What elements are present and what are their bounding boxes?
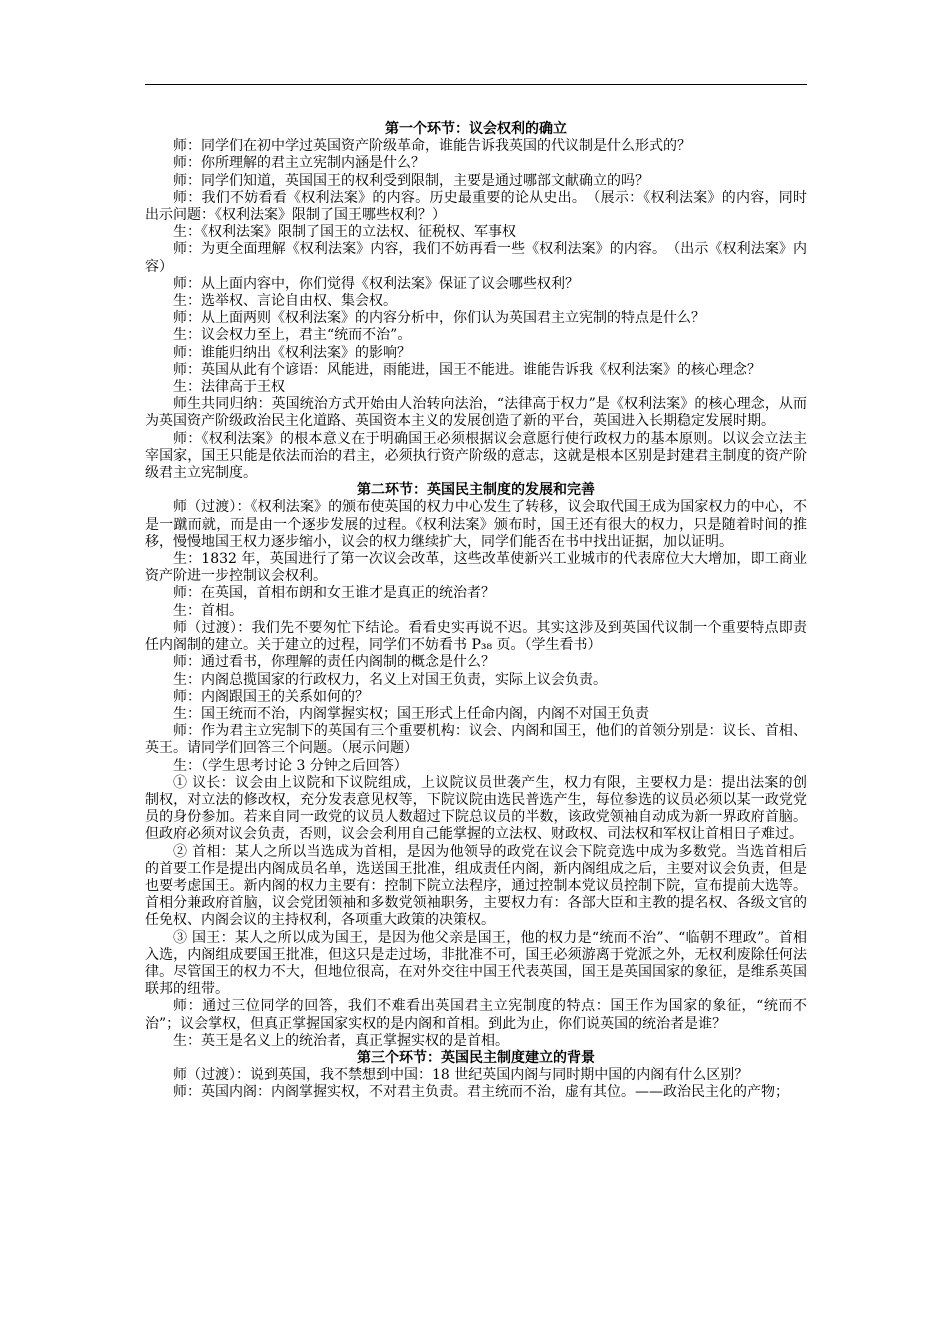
paragraph: 生：首相。	[173, 602, 243, 619]
paragraph: 师生共同归纳：英国统治方式开始由人治转向法治，“法律高于权力”是《权利法案》的核心理念，从而为英国资产阶级政治民主化道路、英国资本主义的发展创造了新的平台，英国进入长期稳定发展时期。	[145, 396, 807, 430]
paragraph: 师：《权利法案》的根本意义在于明确国王必须根据议会意愿行使行政权力的基本原则。以议会立法主宰国家，国王只能是依法而治的君主，必须执行资产阶级的意志，这就是根本区别是封建君主制度的资产阶级君主立宪制度。	[145, 430, 807, 482]
section-heading-1: 第一个环节：议会权利的确立	[385, 121, 567, 137]
paragraph: 生：（学生思考讨论 3 分钟之后回答）	[173, 757, 408, 774]
paragraph: 生：法律高于王权	[173, 379, 285, 396]
section-2-body	[145, 499, 807, 1050]
header-rule	[145, 84, 807, 85]
paragraph: 师：英国内阁：内阁掌握实权，不对君主负责。君主统而不治，虚有其位。——政治民主化的产物；	[173, 1084, 789, 1101]
paragraph: 生：选举权、言论自由权、集会权。	[173, 293, 397, 310]
paragraph: ③ 国王：某人之所以成为国王，是因为他父亲是国王，他的权力是“统而不治”、“临朝不理政”。首相入选，内阁组成要国王批准，但这只是走过场，非批准不可，国王必须游离于党派之外，无权利废除任何法律。尽管国王的权力不大，但地位很高，在对外交往中国王代表英国，国王是英国国家的象征，是维系英国联邦的纽带。	[145, 929, 807, 998]
paragraph: 生：《权利法案》限制了国王的立法权、征税权、军事权	[173, 224, 516, 241]
paragraph: 师：在英国，首相布朗和女王谁才是真正的统治者？	[173, 585, 495, 602]
paragraph: 师：我们不妨看看《权利法案》的内容。历史最重要的论从史出。 （展示：《权利法案》的内容，同时出示问题：《权利法案》限制了国王哪些权利？）	[145, 189, 807, 224]
paragraph: 师：英国从此有个谚语：风能进，雨能进，国王不能进。谁能告诉我《权利法案》的核心理念？	[173, 361, 761, 378]
paragraph: 师：为更全面理解《权利法案》内容，我们不妨再看一些《权利法案》的内容。 （出示《权利法案》内容）	[145, 241, 807, 275]
section-heading-3: 第三个环节：英国民主制度建立的背景	[357, 1049, 595, 1066]
paragraph: 师：同学们在初中学过英国资产阶级革命，谁能告诉我英国的代议制是什么形式的？	[173, 138, 691, 155]
paragraph: 生：1832 年，英国进行了第一次议会改革，这些改革使新兴工业城市的代表席位大大增加，即工商业资产阶进一步控制议会权利。	[145, 551, 807, 585]
paragraph: 师：通过看书，你理解的责任内阁制的概念是什么？	[173, 654, 495, 671]
paragraph: 生：国王统而不治，内阁掌握实权；国王形式上任命内阁，内阁不对国王负责	[173, 705, 649, 722]
paragraph: 师（过渡）：《权利法案》的颁布使英国的权力中心发生了转移，议会取代国王成为国家权力的中心，不是一蹴而就，而是由一个逐步发展的过程。《权利法案》颁布时，国王还有很大的权力，只是随着时间的推移，慢慢地国王权力逐步缩小，议会的权力继续扩大，同学们能否在书中找出证据，加以证明。	[145, 499, 807, 550]
paragraph: ② 首相：某人之所以当选成为首相，是因为他领导的政党在议会下院竞选中成为多数党。当选首相后的首要工作是提出内阁成员名单，选送国王批准，组成责任内阁，新内阁组成之后，主要对议会负责，但是也要考虑国王。新内阁的权力主要有：控制下院立法程序，通过控制本党议员控制下院，宣布提前大选等。首相分兼政府首脑，议会党团领袖和多数党领袖职务，主要权力有：各部大臣和主教的提名权、各级文官的任免权、内阁会议的主持权利，各项重大政策的决策权。	[145, 843, 807, 929]
paragraph: 师（过渡）：我们先不要匆忙下结论。看看史实再说不迟。其实这涉及到英国代议制一个重要特点即责任内阁制的建立。关于建立的过程，同学们不妨看书 P₃₈ 页。（学生看书）	[145, 619, 807, 654]
paragraph: 师：通过三位同学的回答，我们不难看出英国君主立宪制度的特点：国王作为国家的象征，“统而不治”；议会掌权，但真正掌握国家实权的是内阁和首相。到此为止，你们说英国的统治者是谁？	[145, 998, 807, 1032]
paragraph: 师：从上面内容中，你们觉得《权利法案》保证了议会哪些权利？	[173, 275, 579, 292]
paragraph: 师：你所理解的君主立宪制内涵是什么？	[173, 155, 425, 172]
paragraph: 生：英王是名义上的统治者，真正掌握实权的是首相。	[173, 1032, 509, 1049]
paragraph: 师：谁能归纳出《权利法案》的影响？	[173, 344, 411, 361]
paragraph: 师：内阁跟国王的关系如何的？	[173, 688, 369, 705]
paragraph: 师：同学们知道，英国国王的权利受到限制，主要是通过哪部文献确立的吗？	[173, 172, 649, 189]
paragraph: ① 议长：议会由上议院和下议院组成，上议院议员世袭产生，权力有限，主要权力是：提出法案的创制权，对立法的修改权，充分发表意见权等，下院议院由选民普选产生，每位参选的议员必须以某一政党党员的身份参加。若来自同一政党的议员人数超过下院总议员的半数，该政党领袖自动成为新一界政府首脑。但政府必须对议会负责，否则，议会会利用自己能掌握的立法权、财政权、司法权和军权让首相日子难过。	[145, 774, 807, 843]
paragraph: 生：内阁总揽国家的行政权力，名义上对国王负责，实际上议会负责。	[173, 671, 607, 688]
section-3-body	[145, 1067, 807, 1101]
paragraph: 生：议会权力至上，君主“统而不治”。	[173, 327, 412, 344]
paragraph: 师：从上面两则《权利法案》的内容分析中，你们认为英国君主立宪制的特点是什么？	[173, 310, 705, 327]
section-1-body	[145, 138, 807, 482]
document-body	[145, 121, 807, 1102]
section-heading-2: 第二环节：英国民主制度的发展和完善	[357, 482, 595, 499]
paragraph: 师（过渡）：说到英国，我不禁想到中国：18 世纪英国内阁与同时期中国的内阁有什么区别？	[173, 1067, 749, 1084]
paragraph: 师：作为君主立宪制下的英国有三个重要机构：议会、内阁和国王，他们的首领分别是：议长、首相、英王。请同学们回答三个问题。（展示问题）	[145, 723, 807, 757]
